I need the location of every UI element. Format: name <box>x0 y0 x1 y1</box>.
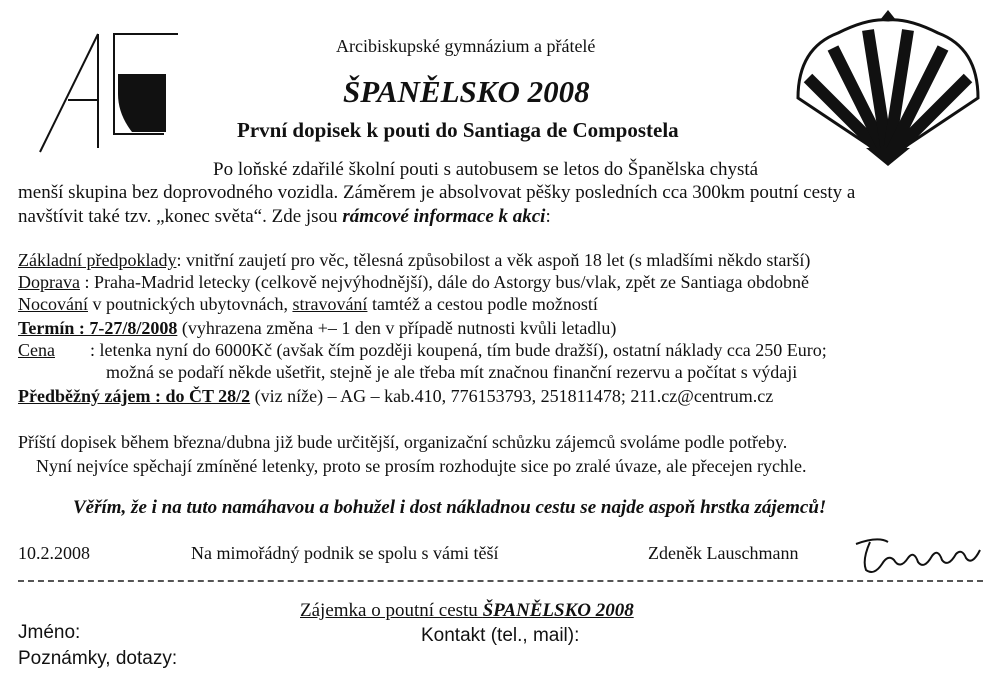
food-text: tamtéž a cestou podle možností <box>367 294 598 314</box>
info-price-label <box>18 340 55 361</box>
name-field-label: Jméno: <box>18 622 81 643</box>
transport-label: Doprava <box>18 272 80 292</box>
form-title-emphasis: ŠPANĚLSKO 2008 <box>482 600 634 621</box>
intro-line-2: menší skupina bez doprovodného vozidla. Záměrem je absolvovat pěšky posledních cca 300km poutní cesty a <box>18 182 856 203</box>
greeting: Na mimořádný podnik se spolu s vámi těší <box>191 543 499 563</box>
info-date <box>18 318 616 339</box>
closing-wish: Věřím, že i na tuto namáhavou a bohužel i dost nákladnou cestu se najde aspoň hrstka zájemců! <box>73 497 827 518</box>
cut-line <box>18 580 983 582</box>
info-requirements <box>18 250 810 271</box>
scallop-shell-icon <box>788 8 988 168</box>
signature-scribble <box>848 530 988 580</box>
contact-field-label: Kontakt (tel., mail): <box>421 625 580 646</box>
requirements-label: Základní předpoklady <box>18 250 177 270</box>
info-transport <box>18 272 809 293</box>
closing-line-1: Příští dopisek během března/dubna již bude určitější, organizační schůzku zájemců svoláme podle potřeby. <box>18 432 788 452</box>
info-accommodation <box>18 294 598 315</box>
intro-line-1: Po loňské zdařilé školní pouti s autobusem se letos do Španělska chystá <box>213 159 759 180</box>
intro-line-3-prefix: navštívit také tzv. „konec světa“. Zde jsou <box>18 206 343 227</box>
intro-emphasis: rámcové informace k akci <box>342 206 546 227</box>
accommodation-text: v poutnických ubytovnách, <box>87 294 293 314</box>
page-title: ŠPANĚLSKO 2008 <box>343 74 590 109</box>
transport-text: : Praha-Madrid letecky (celkově nejvýhodnější), dále do Astorgy bus/vlak, zpět ze Santiaga obdobně <box>79 272 809 292</box>
notes-field-label: Poznámky, dotazy: <box>18 648 178 669</box>
date-text: (vyhrazena změna +– 1 den v případě nutnosti kvůli letadlu) <box>177 318 617 338</box>
requirements-text: : vnitřní zaujetí pro věc, tělesná způsobilost a věk aspoň 18 let (s mladšími někdo starší) <box>176 250 811 270</box>
date-label: Termín : 7-27/8/2008 <box>18 318 178 338</box>
intro-line-3 <box>18 206 551 228</box>
interest-text: (viz níže) – AG – kab.410, 776153793, 251811478; 211.cz@centrum.cz <box>250 386 774 406</box>
page-subtitle: První dopisek k pouti do Santiaga de Compostela <box>237 118 679 142</box>
form-title <box>300 600 634 622</box>
closing-line-2: Nyní nejvíce spěchají zmíněné letenky, proto se prosím rozhodujte sice po zralé úvaze, ale přecejen rychle. <box>36 456 807 476</box>
intro-line-3-suffix: : <box>545 206 551 227</box>
food-label: stravování <box>292 294 368 314</box>
form-title-prefix: Zájemka o poutní cestu <box>300 600 483 621</box>
price-label: Cena <box>18 340 55 360</box>
school-name: Arcibiskupské gymnázium a přátelé <box>336 36 596 56</box>
info-price-text-2: možná se podaří někde ušetřit, stejně je ale třeba mít značnou finanční rezervu a počítat s výdaji <box>106 362 798 382</box>
info-interest <box>18 386 773 407</box>
info-price-text-1: : letenka nyní do 6000Kč (avšak čím později koupená, tím bude dražší), ostatní náklady cca 250 Euro; <box>90 340 827 360</box>
letter-date: 10.2.2008 <box>18 543 90 563</box>
accommodation-label: Nocování <box>18 294 88 314</box>
ag-logo <box>28 14 188 164</box>
author-name: Zdeněk Lauschmann <box>648 543 799 563</box>
interest-label: Předběžný zájem : do ČT 28/2 <box>18 386 251 406</box>
